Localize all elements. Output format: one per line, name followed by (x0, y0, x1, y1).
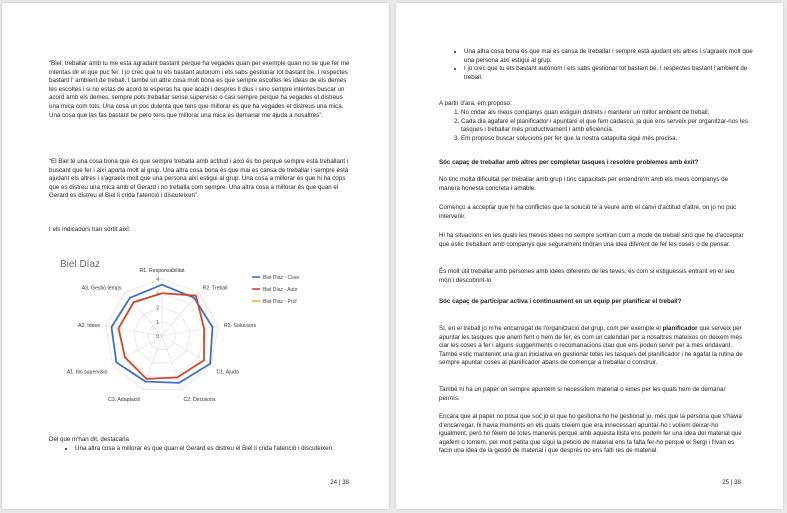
tick-label: 0 (156, 334, 159, 340)
grid-spoke (106, 326, 162, 336)
legend-entry: Biel Díaz - Coav (263, 275, 300, 281)
highlight-list (62, 445, 355, 454)
paragraph-3: Hi ha situacions en les quals les meves idees no sempre sortiran com a mode de treball sinó que he d'acceptar que estic treballant amb companys que segurament tindran una idea diferent de fer les coses o de pensar. (439, 232, 744, 248)
chart-legend (252, 275, 300, 305)
proposals-intro: A partir d'ara, em proposo: (439, 100, 512, 107)
paragraph-2: Començo a acceptar que hi ha conflictes que la solució té a veure amb el canvi d'actitud d'altre, on jo no puc intervenir. (439, 204, 737, 220)
paragraph-4: És molt útil treballar amb persones amb idees diferents de les teves, és com si estiguessis entrant en el seu món i descobrint-lo (439, 268, 735, 284)
planner-bold: planificador (662, 325, 698, 332)
legend-entry: Biel Díaz - Prof (263, 299, 297, 305)
page-number: 24 | 38 (330, 479, 349, 486)
legend-entry: Biel Díaz - Auto (263, 287, 298, 293)
highlight-intro: Del que m'han dit, destacaria (49, 436, 129, 443)
tick-label: 3 (156, 291, 159, 298)
page-24 (2, 3, 389, 509)
tick-label: 4 (156, 277, 159, 283)
proposals-list (448, 109, 759, 143)
tick-label: 2 (156, 305, 159, 312)
radar-grid (106, 279, 218, 390)
paragraph-1: No tinc molta dificultat per treballar amb grup i tinc capacitats per entendre'm amb els meus companys de manera honesta concreta i amable. (439, 176, 729, 192)
quote-paragraph-1: “Biel, treballar amb tu me esta agradant bastant perque ha vegades quan per exemple quan no se que fer me intentas dir el que puc fer. I jo crec que tu ets bastant autonum i ets sabs gestionar tot bastant be. I respectes bastant l' ambient de treball. I tambe un altre cosa molt bona es que sempre escoltes les ideas de els demes les escoltes i si no estas de acord te esperas ha que acabi i despres ll dius i sino sempre intentes buscar un acord amb els demes, sempre pots treballar sense supervisio o casi sempre perque ha vegades et distreus una mica com tots. Una cosa un poc dulenta que tens que millorar es que ha vegades et distreus una mica. Una cosa que las fas bastant be pero tens que millorar una mica es demanar me ajuda a nosaltres”. (49, 60, 350, 119)
axis-label: A3. Gestió temps (81, 285, 122, 292)
proposal-3: 3. Em proposo buscar solucions per fer que la nostra catapulta sigui més precisa. (461, 135, 759, 144)
heading-teamwork: Sóc capaç de treballar amb altres per completar tasques i resoldre problemes amb èxit? (439, 159, 699, 166)
heading-planning: Sóc capaç de participar activa i continuament en un equip per planificar el treball? (439, 298, 682, 305)
axis-label: R3. Solucions (224, 323, 257, 330)
paragraph-6: També hi ha un paper on sempre apuntem si necessitem material o eines per les quals hem de demanar permís. (439, 386, 726, 402)
quote-paragraph-2: “El Biel té una cosa bona que és que sempre treballa amb actitud i això és bo perquè sempre està treballant i buscant que fer i així aporta molt al grup. Una altra cosa bona és que mai es cansa de treballar i sempre està ajudant els altres i s'agraeix molt que una persona així estigui al grup. Una cosa a millorar és que hi ha cops que es distreu una mica amb el Gerard i no treballa com sempre. Una altra cosa a millorar és que quan el Gerard es distreu el Biel li crida l'atenció i discuteixen”. (49, 158, 349, 200)
grid-spoke (162, 326, 218, 336)
proposal-2: 2. Cada dia agafaré el planificador i apuntaré el que fem cadascú, ja que ens serveix per organitzar-nos les tasques i treballar més productivament i amb eficiència. (461, 118, 759, 135)
chart-title: Biel Díaz (60, 259, 101, 270)
axis-label: A2. Idees (78, 323, 100, 330)
tick-label: 1 (156, 319, 159, 326)
top-bullet-2: • I jo crec que tu ets bastant autònom i ets sabs gestionar tot bastant bé. I respectes bastant l'ambient de treball. (464, 65, 759, 82)
grid-spoke (113, 336, 162, 365)
axis-label: C1. Ajuda (216, 369, 240, 376)
axis-label: C3. Adaptació (108, 397, 141, 404)
grid-spoke (162, 292, 199, 336)
axis-label: A1. No supervisió (66, 369, 108, 376)
paragraph-5: Sí, en el treball jo m'he encarregat de l'organització del grup, com per exemple el planificador que serveix per apuntar les tasques que anem fent o hem de fer, és com un calendari per a nosaltres mateixos on deixem més clar les coses a fer i alguns suggeriments o recomanacions clau que ens poden servir per a més endavant. També estic mantenint una gran iniciativa en gestionar totes les tasques del planificador i he agafat la rutina de sempre apuntar coses al planificador abans de començar a treballar o construir. (439, 325, 743, 367)
top-bullet-1: • Una altra cosa bona és que mai es cansa de treballar i sempre està ajudant els altres i s'agraeix molt que una persona així estigui al grup. (464, 48, 759, 65)
axis-label: C2. Decisions (183, 397, 216, 404)
paragraph-7: Encara que al paper no posa que soc jo el que ho gestiona ho he gestionat jo, més que la persona que s'havia d'encarregar, hi havia moments en els quals creiem que era innecessari apuntar-ho i volíem deixar-ho igualment, però ho fèiem de totes maneres perquè amb aquesta llista ens podem fer una idea del material que agafem o tornem, per molt petita que sigui la petició de material ens fa falta fer-ho perquè el Sergi i l'Ivan es facin una idea de la gestió de material i que després no ens falti res de material. (439, 413, 742, 455)
indicators-intro: I els indicadors han sortit així: (49, 226, 131, 233)
top-bullet-list (451, 48, 759, 82)
proposal-1: 1. No cridar als meus companys quan estiguin distrets i mantenir un millor ambient de treball. (461, 109, 759, 118)
page-25 (396, 3, 783, 509)
axis-label: R1. Responsabilitat (139, 268, 185, 274)
axis-label: R2. Treball (202, 285, 228, 292)
page-number: 25 | 38 (722, 479, 741, 486)
highlight-item: • Una altra cosa a millorar és que quan el Gerard es distreu el Biel li crida l'atenció i discuteixen. (75, 445, 355, 454)
radar-chart (47, 248, 347, 428)
